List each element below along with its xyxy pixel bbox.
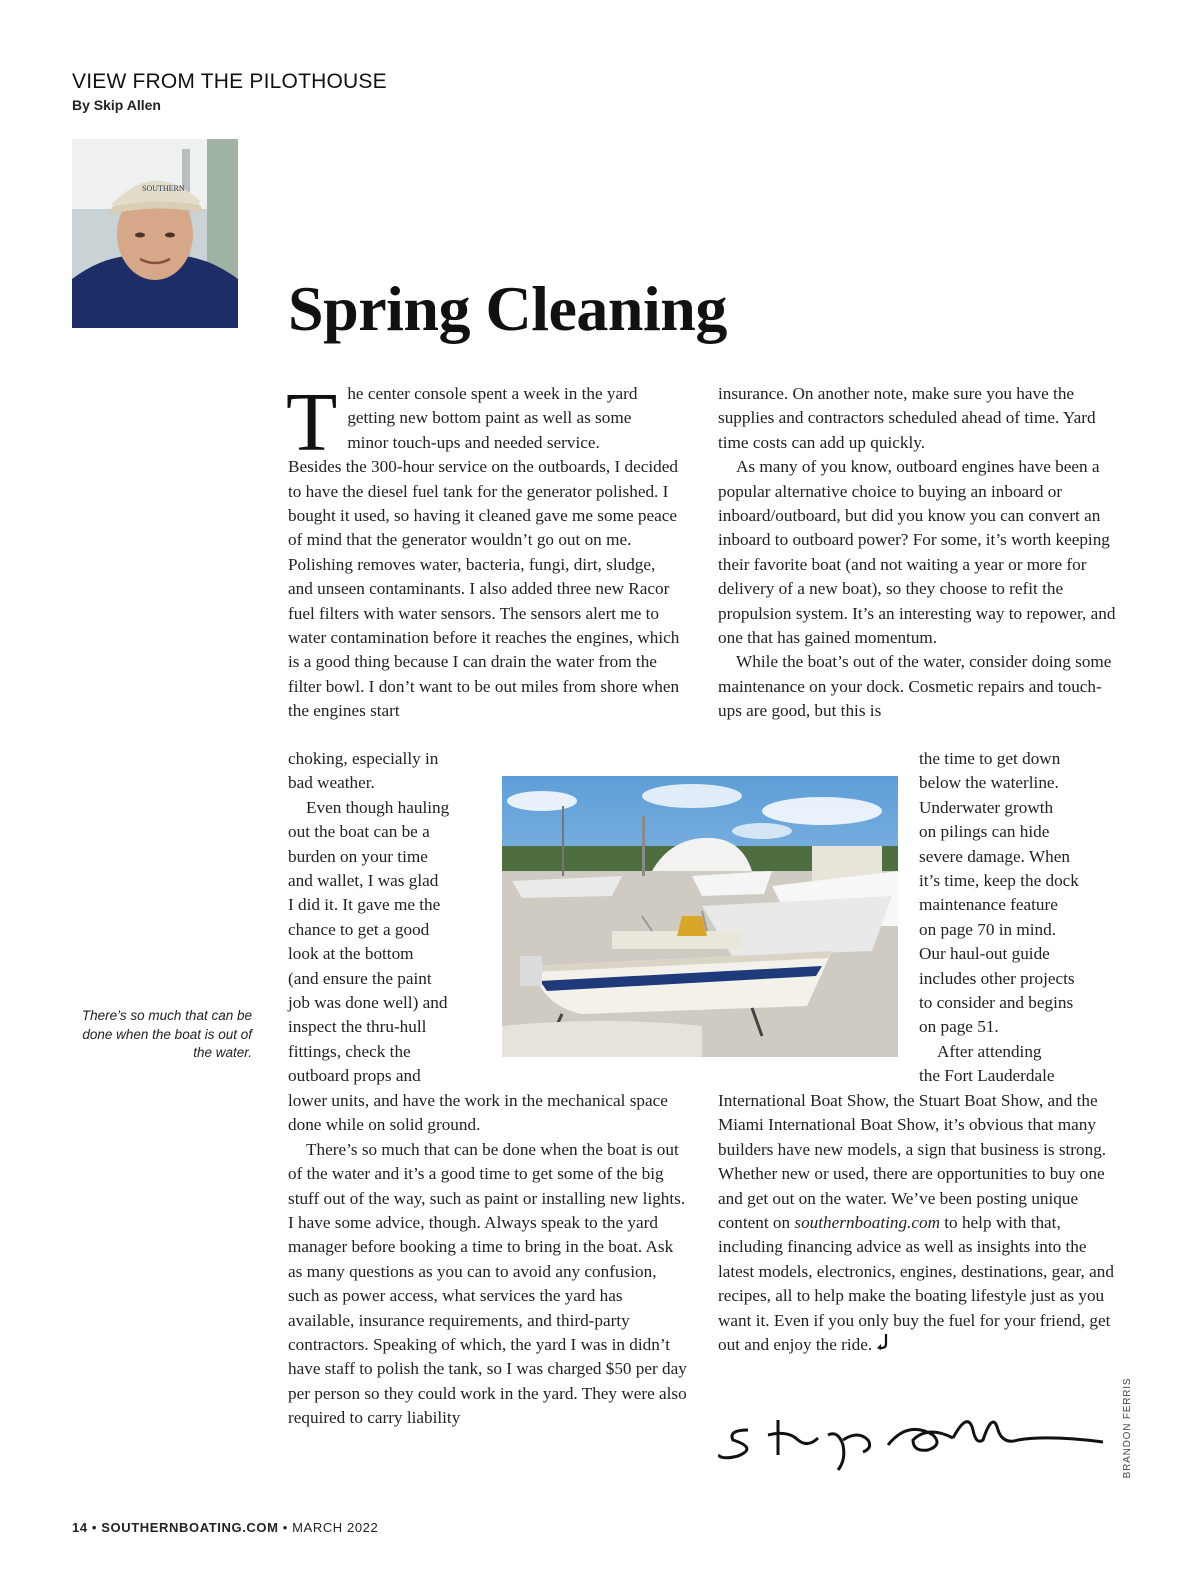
text-line: bad weather.: [288, 773, 375, 793]
paragraph-text: to help with that, including financing advice as well as insights into the latest models, electronics, engines, destinations, gear, and recipes, all to help make the boating lifestyle just as you want it. Even if you only buy the fuel for your friend, get out and enjoy the ride.: [718, 1213, 1114, 1355]
section-title: VIEW FROM THE PILOTHOUSE: [72, 70, 387, 93]
text-line: fittings, check the: [288, 1041, 411, 1061]
footer-separator: •: [282, 1520, 288, 1535]
text-line: Our haul-out guide: [919, 944, 1050, 964]
text-line: maintenance feature: [919, 895, 1058, 915]
text-line: includes other projects: [919, 968, 1075, 988]
text-line: below the waterline.: [919, 773, 1059, 793]
text-line: (and ensure the paint: [288, 968, 432, 988]
website-link[interactable]: southernboating.com: [794, 1213, 940, 1233]
text-line: chance to get a good: [288, 919, 430, 939]
text-line: to consider and begins: [919, 993, 1074, 1013]
text-line: burden on your time: [288, 846, 428, 866]
opening-line: getting new bottom paint as well as some: [347, 408, 632, 428]
page-number: 14: [72, 1520, 88, 1535]
end-mark-icon: [876, 1333, 890, 1357]
footer-separator: •: [91, 1520, 98, 1535]
text-line: the Fort Lauderdale: [919, 1066, 1055, 1086]
issue-date: MARCH 2022: [292, 1520, 379, 1535]
text-line: Even though hauling: [306, 797, 450, 817]
drop-cap: T: [286, 376, 338, 469]
text-line: outboard props and: [288, 1066, 421, 1086]
text-line: on page 70 in mind.: [919, 919, 1057, 939]
body-paragraph: While the boat’s out of the water, consider doing some maintenance on your dock. Cosmetic repairs and touch-ups are good, but this is: [718, 652, 1112, 721]
page-footer: [72, 1520, 378, 1535]
text-line: choking, especially in: [288, 749, 439, 768]
text-line: on pilings can hide: [919, 822, 1050, 842]
paragraph-text: International Boat Show, the Stuart Boat Show, and the Miami International Boat Show, it’s obvious that many builders have new models, a sign that business is strong. Whether new or used, there are opportunities to buy one and get out on the water. We’ve been posting unique content on: [718, 1091, 1107, 1233]
text-line: the time to get down: [919, 749, 1061, 768]
text-line: it’s time, keep the dock: [919, 871, 1079, 891]
body-paragraph: lower units, and have the work in the mechanical space done while on solid ground.: [288, 1091, 668, 1135]
text-line: job was done well) and: [288, 993, 448, 1013]
text-line: Underwater growth: [919, 797, 1054, 817]
column-2-bottom: [718, 1089, 1118, 1357]
body-paragraph: As many of you know, outboard engines have been a popular alternative choice to buying an inboard or inboard/outboard, but did you know you can convert an inboard to outboard power? For some, it’s worth keeping their favorite boat (and not waiting a year or more for delivery of a new boat), so they choose to refit the propulsion system. It’s an interesting way to repower, and one that has gained momentum.: [718, 457, 1116, 648]
column-1-wrap: [288, 747, 478, 1089]
text-line: After attending: [937, 1041, 1042, 1061]
text-line: inspect the thru-hull: [288, 1017, 427, 1037]
cap-logo: SOUTHERN: [142, 184, 185, 193]
text-line: severe damage. When: [919, 846, 1070, 866]
text-line: on page 51.: [919, 1017, 999, 1037]
text-line: look at the bottom: [288, 944, 414, 964]
column-2-top: [718, 382, 1118, 724]
text-line: and wallet, I was glad: [288, 871, 439, 891]
footer-site[interactable]: SOUTHERNBOATING.COM: [101, 1520, 279, 1535]
opening-line: he center console spent a week in the yard: [347, 384, 638, 403]
pull-quote: There’s so much that can be done when the boat is out of the water.: [81, 1008, 252, 1060]
photo-credit: BRANDON FERRIS: [1122, 1377, 1133, 1479]
text-line: I did it. It gave me the: [288, 895, 441, 915]
boatyard-photo: [502, 776, 898, 1057]
article-title: Spring Cleaning: [288, 273, 727, 344]
opening-line: minor touch-ups and needed service.: [347, 432, 600, 452]
author-signature: [718, 1400, 1108, 1480]
author-portrait: [72, 139, 238, 328]
column-2-wrap: [919, 747, 1119, 1089]
byline: By Skip Allen: [72, 97, 161, 113]
column-1-top: [286, 376, 680, 724]
body-paragraph: [718, 1089, 1118, 1357]
body-paragraph: Besides the 300-hour service on the outboards, I decided to have the diesel fuel tank for the generator polished. I bought it used, so having it cleaned gave me some peace of mind that the generator wouldn’t go out on me. Polishing removes water, bacteria, fungi, dirt, sludge, and unseen contaminants. I also added three new Racor fuel filters with water sensors. The sensors alert me to water contamination before it reaches the engines, which is a good thing because I can drain the water from the filter bowl. I don’t want to be out miles from shore when the engines start: [288, 457, 680, 721]
text-line: out the boat can be a: [288, 822, 430, 842]
body-paragraph: There’s so much that can be done when the boat is out of the water and it’s a good time to get some of the big stuff out of the way, such as paint or installing new lights. I have some advice, though. Always speak to the yard manager before booking a time to bring in the boat. Ask as many questions as you can to avoid any confusion, such as power access, what services the yard has available, insurance requirements, and third-party contractors. Speaking of which, the yard I was in didn’t have staff to polish the tank, so I was charged $50 per day per person so they could work in the yard. They were also required to carry liability: [288, 1139, 687, 1428]
column-1-bottom: [288, 1089, 688, 1431]
body-paragraph: insurance. On another note, make sure you have the supplies and contractors scheduled ahead of time. Yard time costs can add up quickly.: [718, 384, 1096, 452]
